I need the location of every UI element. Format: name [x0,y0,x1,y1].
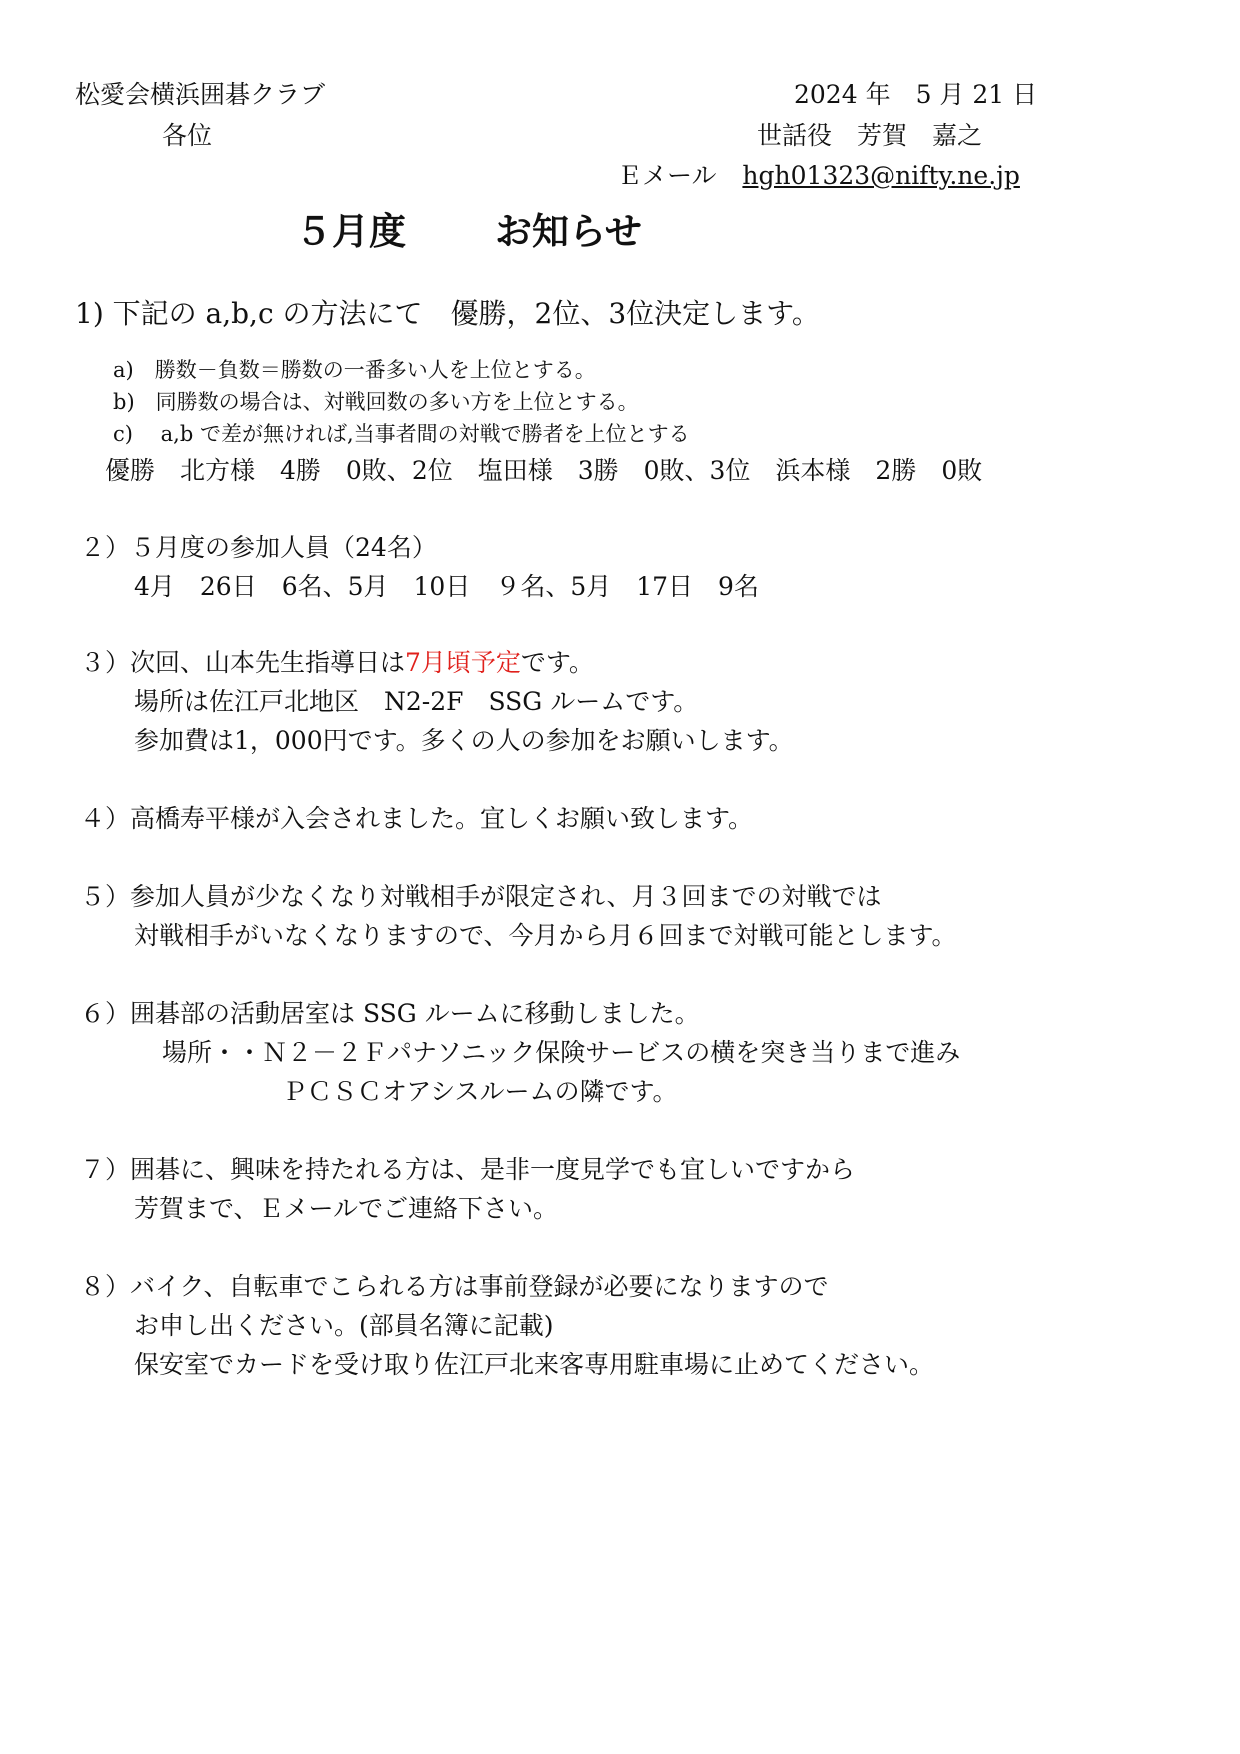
section4-text: ４）高橋寿平様が入会されました。宜しくお願い致します。 [80,804,754,833]
section8-line1: ８）バイク、自転車でこられる方は事前登録が必要になりますので [80,1272,829,1301]
title-notice: お知らせ [495,209,642,253]
section3-fee: 参加費は1，000円です。多くの人の参加をお願いします。 [134,726,794,755]
section5-line2: 対戦相手がいなくなりますので、今月から月６回まで対戦可能とします。 [134,921,957,950]
title-month: ５月度 [295,209,406,253]
section3-heading [80,650,594,675]
section3-heading-before: ３）次回、山本先生指導日は [80,648,406,677]
section6-line2: 場所・・Ｎ２－２Ｆパナソニック保険サービスの横を突き当りまで進み [162,1038,961,1067]
section5-line1: ５）参加人員が少なくなり対戦相手が限定され、月３回までの対戦では [80,882,882,911]
rule-c: c) a,b で差が無ければ,当事者間の対戦で勝者を上位とする [113,422,690,446]
section3-heading-after: です。 [520,648,594,677]
rule-a: a) 勝数－負数＝勝数の一番多い人を上位とする。 [113,358,596,382]
section8-line2: お申し出ください。(部員名簿に記載) [134,1311,554,1340]
section3-place: 場所は佐江戸北地区 N2-2F SSG ルームです。 [134,687,699,716]
section1-heading: 1) 下記の a,b,c の方法にて 優勝，2位、3位決定します。 [75,297,820,330]
section6-line1: ６）囲碁部の活動居室は SSG ルームに移動しました。 [80,999,700,1028]
document-date: 2024 年 5 月 21 日 [794,80,1038,109]
email-row [617,163,1020,188]
section3-date-highlight: 7月頃予定 [405,648,521,677]
recipients: 各位 [162,121,213,150]
email-link[interactable]: hgh01323@nifty.ne.jp [742,161,1020,190]
section8-line3: 保安室でカードを受け取り佐江戸北来客専用駐車場に止めてください。 [134,1350,935,1379]
section6-line3: ＰＣＳＣオアシスルームの隣です。 [282,1077,678,1106]
attendance-detail: 4月 26日 6名、5月 10日 ９名、5月 17日 9名 [134,572,759,601]
organizer-name: 世話役 芳賀 嘉之 [757,121,983,150]
rule-b: b) 同勝数の場合は、対戦回数の多い方を上位とする。 [113,390,639,414]
section2-heading: ２）５月度の参加人員（24名） [80,533,437,562]
email-label: Ｅメール [617,161,717,190]
section7-line2: 芳賀まで、Ｅメールでご連絡下さい。 [134,1194,559,1223]
section7-line1: ７）囲碁に、興味を持たれる方は、是非一度見学でも宜しいですから [80,1155,856,1184]
results-line: 優勝 北方様 4勝 0敗、2位 塩田様 3勝 0敗、3位 浜本様 2勝 0敗 [105,456,983,485]
organization-name: 松愛会横浜囲碁クラブ [75,80,326,109]
